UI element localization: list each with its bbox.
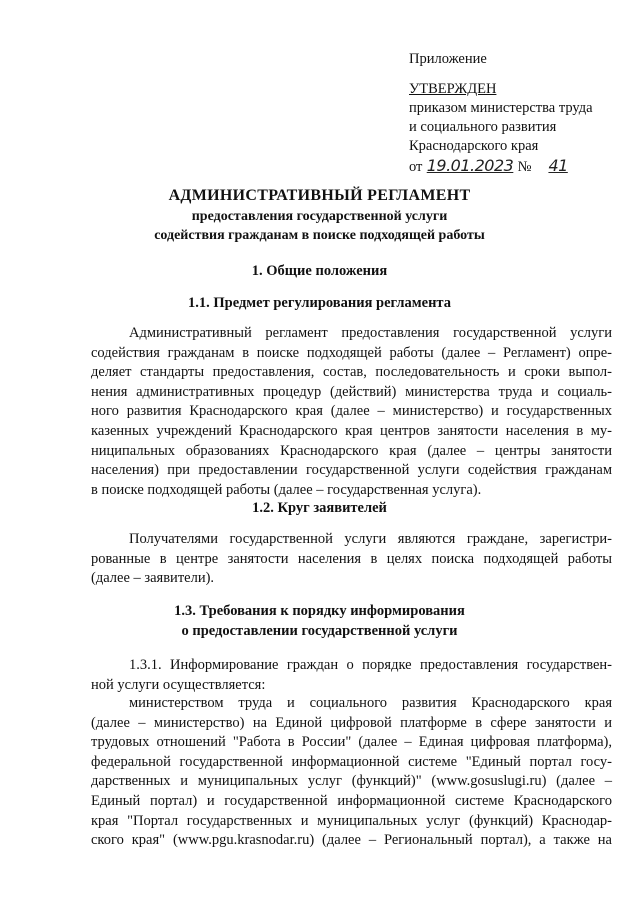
text-line: края "Портал государственных и муниципальных услуг (функций) Краснодар- <box>91 812 612 829</box>
order-date-number-line <box>409 156 624 177</box>
document-subtitle <box>0 207 639 245</box>
text-line: трудовых отношений "Работа в России" (далее – Единая цифровая платформа), <box>91 734 612 751</box>
heading-1-3-line-1: 1.3. Требования к порядку информирования <box>174 603 465 619</box>
approval-line-1: приказом министерства труда <box>409 100 593 116</box>
text-line: ниципальных образованиях Краснодарского края (далее – центры занятости <box>91 442 612 459</box>
text-line: ной услуги осуществляется: <box>91 676 266 693</box>
text-line: казенных учреждений Краснодарского края центров занятости населения в му- <box>91 422 612 439</box>
text-line: Получателями государственной услуги являются граждане, зарегистри- <box>129 531 612 547</box>
heading-1-3-line-2: о предоставлении государственной услуги <box>181 623 458 639</box>
handwritten-number: 41 <box>548 156 568 175</box>
text-line: содействия гражданам в поиске подходящей работы (далее – Регламент) опре- <box>91 344 612 361</box>
handwritten-date: 19.01.2023 <box>426 156 514 175</box>
paragraph-2 <box>91 530 612 589</box>
approved-label: УТВЕРЖДЕН <box>409 81 497 97</box>
section-heading-1-3 <box>0 601 639 641</box>
text-line: ского края" (www.pgu.krasnodar.ru) (далее – Региональный портал), а также на <box>91 832 612 849</box>
text-line: 1.3.1. Информирование граждан о порядке предоставления государствен- <box>129 657 612 673</box>
text-line: дарственных и муниципальных услуг (функций)" (www.gosuslugi.ru) (далее – <box>91 773 612 790</box>
text-line: министерством труда и социального развития Краснодарского края <box>129 695 612 711</box>
from-label: от <box>409 159 423 175</box>
paragraph-3 <box>91 656 612 695</box>
subtitle-line-2: содействия гражданам в поиске подходящей работы <box>154 228 485 243</box>
text-line: населения) при предоставлении государственной услуги содействия гражданам <box>91 462 612 479</box>
text-line: (далее – министерство) на Единой цифровой платформе в сфере занятости и <box>91 714 612 731</box>
text-line: ного развития Краснодарского края (далее – министерство) и государственных <box>91 403 612 420</box>
paragraph-4 <box>91 694 612 851</box>
text-line: в поиске подходящей работы (далее – государственная услуга). <box>91 481 482 498</box>
approval-line-3: Краснодарского края <box>409 138 539 154</box>
section-heading-1-2: 1.2. Круг заявителей <box>252 500 387 516</box>
section-heading-1: 1. Общие положения <box>251 263 388 279</box>
appendix-label: Приложение <box>409 51 487 67</box>
number-sign: № <box>517 159 532 175</box>
document-title: АДМИНИСТРАТИВНЫЙ РЕГЛАМЕНТ <box>168 187 471 204</box>
approval-line-2: и социального развития <box>409 119 557 135</box>
subtitle-line-1: предоставления государственной услуги <box>191 209 448 224</box>
text-line: федеральной государственной информационной системе "Единый портал госу- <box>91 753 612 770</box>
text-line: (далее – заявители). <box>91 570 215 587</box>
paragraph-1 <box>91 324 612 500</box>
text-line: деляет стандарты предоставления, состав, последовательность и сроки выпол- <box>91 364 612 381</box>
text-line: Единый портал) и государственной информационной системе Краснодарского <box>91 792 612 809</box>
text-line: Административный регламент предоставления государственной услуги <box>129 325 612 341</box>
text-line: рованные в центре занятости населения в целях поиска подходящей работы <box>91 550 612 567</box>
text-line: нения административных процедур (действий) министерства труда и социаль- <box>91 383 612 400</box>
section-heading-1-1: 1.1. Предмет регулирования регламента <box>188 295 451 311</box>
approval-block <box>409 50 624 177</box>
